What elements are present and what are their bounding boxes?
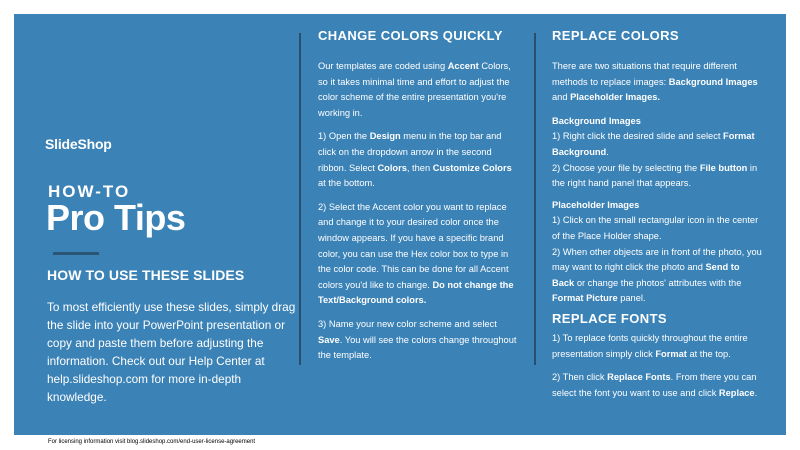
- change-colors-body: [318, 59, 518, 372]
- brand-logo: SlideShop: [45, 136, 112, 152]
- replace-fonts-heading: REPLACE FONTS: [552, 311, 667, 326]
- background-images-subheading: Background Images: [552, 115, 641, 126]
- replace-fonts-body: [552, 331, 762, 409]
- bold-text: Replace Fonts: [607, 372, 671, 383]
- change-colors-heading: CHANGE COLORS QUICKLY: [318, 28, 503, 43]
- text: and: [552, 92, 571, 103]
- text: , then: [406, 162, 433, 173]
- text: 2) Then click: [552, 372, 608, 383]
- content-panel: [14, 14, 786, 435]
- bold-text: Accent: [447, 61, 479, 71]
- text: . From there you can select the font you want to use and click: [552, 372, 757, 398]
- bold-text: Customize Colors: [432, 162, 512, 173]
- bold-text: Background Images: [668, 76, 758, 87]
- text: .: [754, 387, 758, 398]
- change-colors-para-3: [318, 200, 518, 309]
- column-divider-2: [534, 33, 536, 365]
- howto-label: HOW-TO: [48, 182, 131, 201]
- text: 2) Choose your file by selecting the: [552, 162, 700, 173]
- change-colors-para-2: [318, 129, 518, 191]
- left-column: [45, 14, 300, 435]
- page-title: Pro Tips: [46, 197, 186, 238]
- text: at the bottom.: [318, 178, 375, 189]
- replace-fonts-para-1: [552, 331, 762, 362]
- text: panel.: [617, 293, 646, 304]
- text: 1) Open the: [318, 131, 370, 142]
- placeholder-images-subheading: Placeholder Images: [552, 199, 640, 210]
- text: Our templates are coded using: [318, 61, 448, 71]
- text: 2) When other objects are in front of the photo, you may want to right click the photo and: [552, 246, 762, 273]
- how-to-use-heading: HOW TO USE THESE SLIDES: [47, 267, 245, 283]
- how-to-use-body: To most efficiently use these slides, simply drag the slide into your PowerPoint presentation or copy and paste them before adjusting the information. Check out our Help Center at help.slideshop.com for more in-depth knowledge.: [47, 300, 296, 404]
- change-colors-para-4: [318, 317, 518, 364]
- placeholder-images-steps: [552, 213, 762, 307]
- background-images-step-1: [552, 129, 762, 191]
- text: 2) Select the Accent color you want to replace and change it to your desired color once the window appears. If you have a specific brand color, you can use the Hex color box to type in the color code. This can be done for all Accent colors you'd like to change.: [318, 201, 509, 290]
- bold-text: Format Picture: [552, 293, 618, 304]
- text: in the right hand panel that appears.: [552, 162, 758, 189]
- bold-text: File button: [699, 162, 748, 173]
- text: or change the photos' attributes with the: [574, 277, 742, 288]
- text: 3) Name your new color scheme and select: [318, 318, 497, 329]
- text: 1) Click on the small rectangular icon in the center of the Place Holder shape.: [552, 215, 759, 241]
- bold-text: Format: [655, 348, 687, 359]
- bold-text: Replace: [718, 387, 755, 398]
- column-divider-1: [299, 33, 301, 365]
- bold-text: Save: [318, 334, 340, 345]
- bold-text: Design: [369, 131, 401, 142]
- text: . You will see the colors change throughout the template.: [318, 334, 517, 361]
- text: 1) To replace fonts quickly throughout the entire presentation simply click: [552, 333, 748, 359]
- change-colors-para-1: [318, 59, 518, 121]
- text: at the top.: [686, 348, 731, 359]
- text: .: [606, 146, 609, 157]
- text: There are two situations that require different methods to replace images:: [552, 61, 737, 87]
- accent-divider: [53, 252, 99, 255]
- replace-colors-heading: REPLACE COLORS: [552, 28, 679, 43]
- bold-text: Do not change the Text/Background colors.: [318, 279, 514, 306]
- replace-colors-intro: [552, 59, 762, 106]
- licensing-footer: For licensing information visit blog.slideshop.com/end-user-license-agreement: [48, 439, 256, 445]
- bold-text: Placeholder Images.: [570, 92, 661, 103]
- text: Colors, so it takes minimal time and effort to adjust the color scheme of the entire presentation you're working in.: [318, 61, 511, 118]
- text: menu in the top bar and click on the dropdown arrow in the second ribbon. Select: [318, 131, 502, 173]
- bold-text: Colors: [377, 162, 407, 173]
- bold-text: Format Background: [552, 131, 755, 157]
- text: 1) Right click the desired slide and select: [552, 131, 724, 142]
- replace-fonts-para-2: [552, 370, 762, 401]
- replace-colors-body: [552, 59, 762, 313]
- bold-text: Send to Back: [552, 262, 740, 288]
